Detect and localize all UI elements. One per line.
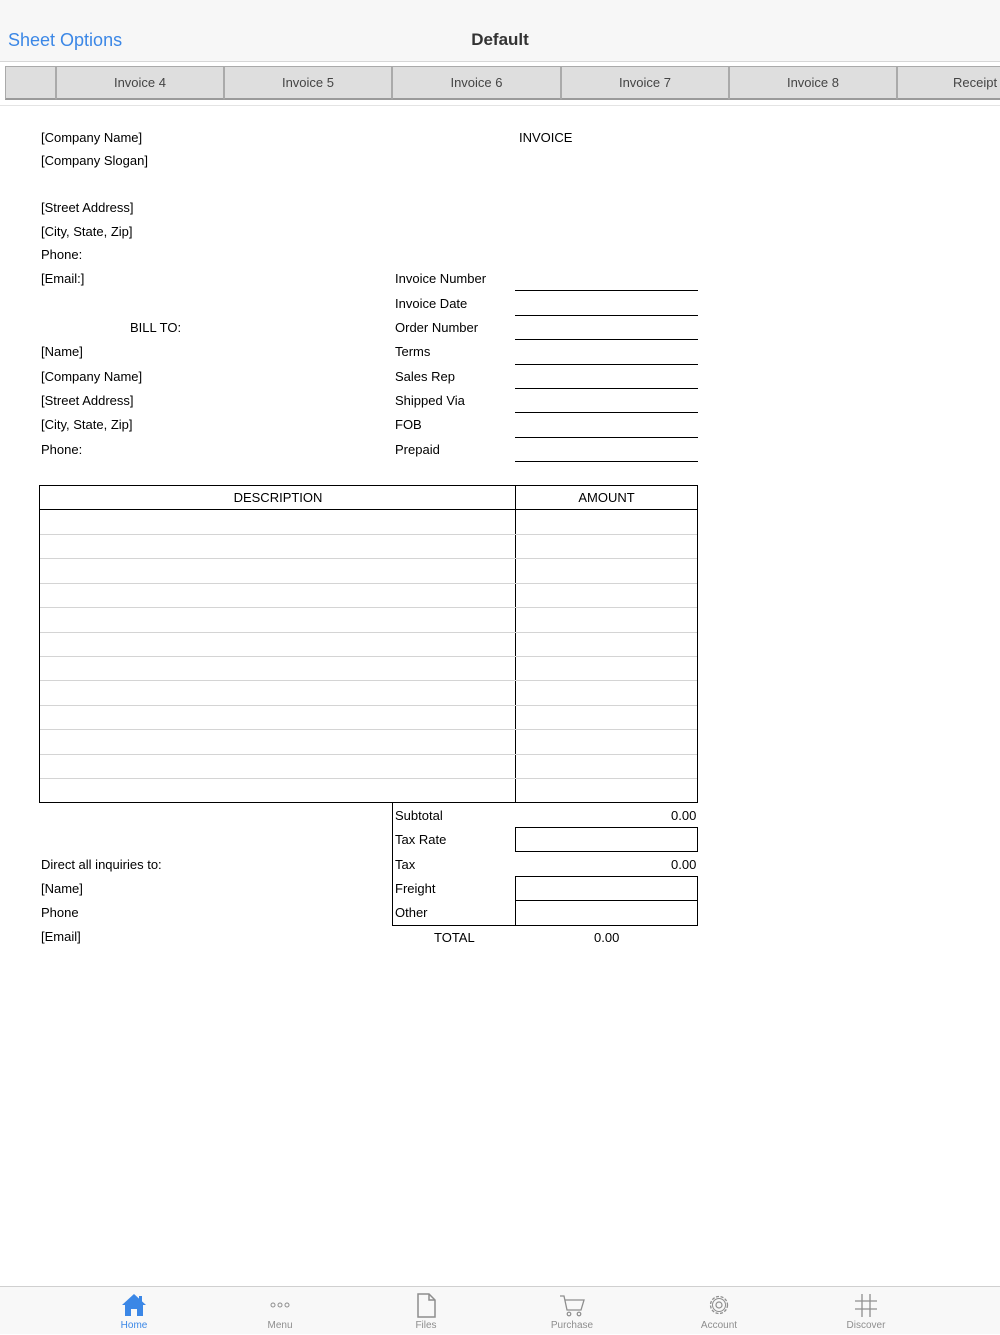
inquiries-name: [Name] — [41, 881, 83, 896]
total-value: 0.00 — [594, 930, 620, 945]
company-slogan: [Company Slogan] — [41, 153, 148, 168]
sheet-tab-invoice-5[interactable]: Invoice 5 — [224, 66, 392, 100]
tab-purchase[interactable] — [512, 1287, 632, 1335]
totals-bottom-border — [392, 925, 515, 926]
field-label-invoice-number: Invoice Number — [395, 271, 487, 286]
sheet-tab-invoice-4[interactable]: Invoice 4 — [56, 66, 224, 100]
table-row[interactable] — [40, 534, 697, 535]
gear-icon — [705, 1292, 733, 1318]
bill-to-city: [City, State, Zip] — [41, 417, 133, 432]
field-label-invoice-date: Invoice Date — [395, 296, 468, 311]
table-row[interactable] — [40, 680, 697, 681]
table-row[interactable] — [40, 705, 697, 706]
field-label-order-number: Order Number — [395, 320, 479, 335]
tab-menu[interactable] — [220, 1287, 340, 1335]
field-label-fob: FOB — [395, 417, 422, 432]
company-email: [Email:] — [41, 271, 85, 286]
company-name: [Company Name] — [41, 130, 143, 145]
invoice-sheet[interactable] — [0, 106, 1000, 1286]
home-icon — [120, 1292, 148, 1318]
other-input[interactable] — [515, 900, 698, 926]
inquiries-heading: Direct all inquiries to: — [41, 857, 162, 872]
subtotal-value: 0.00 — [671, 808, 697, 823]
field-label-terms: Terms — [395, 344, 431, 359]
table-row[interactable] — [40, 607, 697, 608]
field-input-fob[interactable] — [515, 437, 698, 438]
description-header: DESCRIPTION — [40, 486, 516, 510]
bill-to-street: [Street Address] — [41, 393, 134, 408]
field-label-shipped-via: Shipped Via — [395, 393, 465, 408]
other-label: Other — [395, 905, 428, 920]
company-city: [City, State, Zip] — [41, 224, 133, 239]
subtotal-label: Subtotal — [395, 808, 443, 823]
table-row[interactable] — [40, 754, 697, 755]
tax-value: 0.00 — [671, 857, 697, 872]
field-label-sales-rep: Sales Rep — [395, 369, 455, 384]
sheet-tab-invoice-8[interactable]: Invoice 8 — [729, 66, 897, 100]
cart-icon — [558, 1292, 586, 1318]
sheet-tab-receipt[interactable]: Receipt — [897, 66, 1000, 100]
page-title: Default — [471, 30, 529, 49]
field-input-invoice-date[interactable] — [515, 315, 698, 316]
field-input-prepaid[interactable] — [515, 461, 698, 462]
file-icon — [412, 1292, 440, 1318]
tab-account[interactable] — [659, 1287, 779, 1335]
freight-label: Freight — [395, 881, 436, 896]
total-label: TOTAL — [434, 930, 475, 945]
field-input-terms[interactable] — [515, 364, 698, 365]
table-row[interactable] — [40, 778, 697, 779]
company-street: [Street Address] — [41, 200, 134, 215]
field-input-order-number[interactable] — [515, 339, 698, 340]
line-items-table[interactable] — [39, 485, 698, 803]
tab-menu-label: Menu — [267, 1320, 293, 1331]
sheet-tab-invoice-7[interactable]: Invoice 7 — [561, 66, 729, 100]
tab-home[interactable] — [74, 1287, 194, 1335]
sheet-options-button[interactable]: Sheet Options — [8, 30, 123, 50]
bill-to-phone: Phone: — [41, 442, 83, 457]
tab-account-label: Account — [700, 1320, 738, 1331]
navigation-bar — [0, 0, 1000, 62]
more-icon — [266, 1292, 294, 1318]
table-row[interactable] — [40, 729, 697, 730]
bill-to-heading: BILL TO: — [130, 320, 182, 335]
sheet-tab-strip[interactable] — [0, 62, 1000, 106]
totals-left-border — [392, 803, 393, 926]
grid-icon — [852, 1292, 880, 1318]
tab-purchase-label: Purchase — [550, 1320, 594, 1331]
table-row[interactable] — [40, 632, 697, 633]
field-input-shipped-via[interactable] — [515, 412, 698, 413]
tax-label: Tax — [395, 857, 416, 872]
field-input-invoice-number[interactable] — [515, 290, 698, 291]
freight-input[interactable] — [515, 876, 698, 901]
invoice-title: INVOICE — [519, 130, 573, 145]
tab-files[interactable] — [366, 1287, 486, 1335]
sheet-tab-invoice-6[interactable]: Invoice 6 — [392, 66, 561, 100]
inquiries-phone: Phone — [41, 905, 79, 920]
field-label-prepaid: Prepaid — [395, 442, 440, 457]
tab-home-label: Home — [120, 1320, 148, 1331]
tax-rate-label: Tax Rate — [395, 832, 447, 847]
table-row[interactable] — [40, 558, 697, 559]
bill-to-company: [Company Name] — [41, 369, 143, 384]
tax-rate-input[interactable] — [515, 827, 698, 852]
bottom-tab-bar — [0, 1286, 1000, 1334]
company-phone: Phone: — [41, 247, 83, 262]
field-input-sales-rep[interactable] — [515, 388, 698, 389]
table-row[interactable] — [40, 583, 697, 584]
tab-discover-label: Discover — [846, 1320, 886, 1331]
tab-files-label: Files — [415, 1320, 437, 1331]
table-row[interactable] — [40, 656, 697, 657]
amount-header: AMOUNT — [516, 486, 697, 510]
inquiries-email: [Email] — [41, 929, 81, 944]
tab-discover[interactable] — [806, 1287, 926, 1335]
bill-to-name: [Name] — [41, 344, 83, 359]
sheet-tab-previous[interactable] — [5, 66, 56, 100]
